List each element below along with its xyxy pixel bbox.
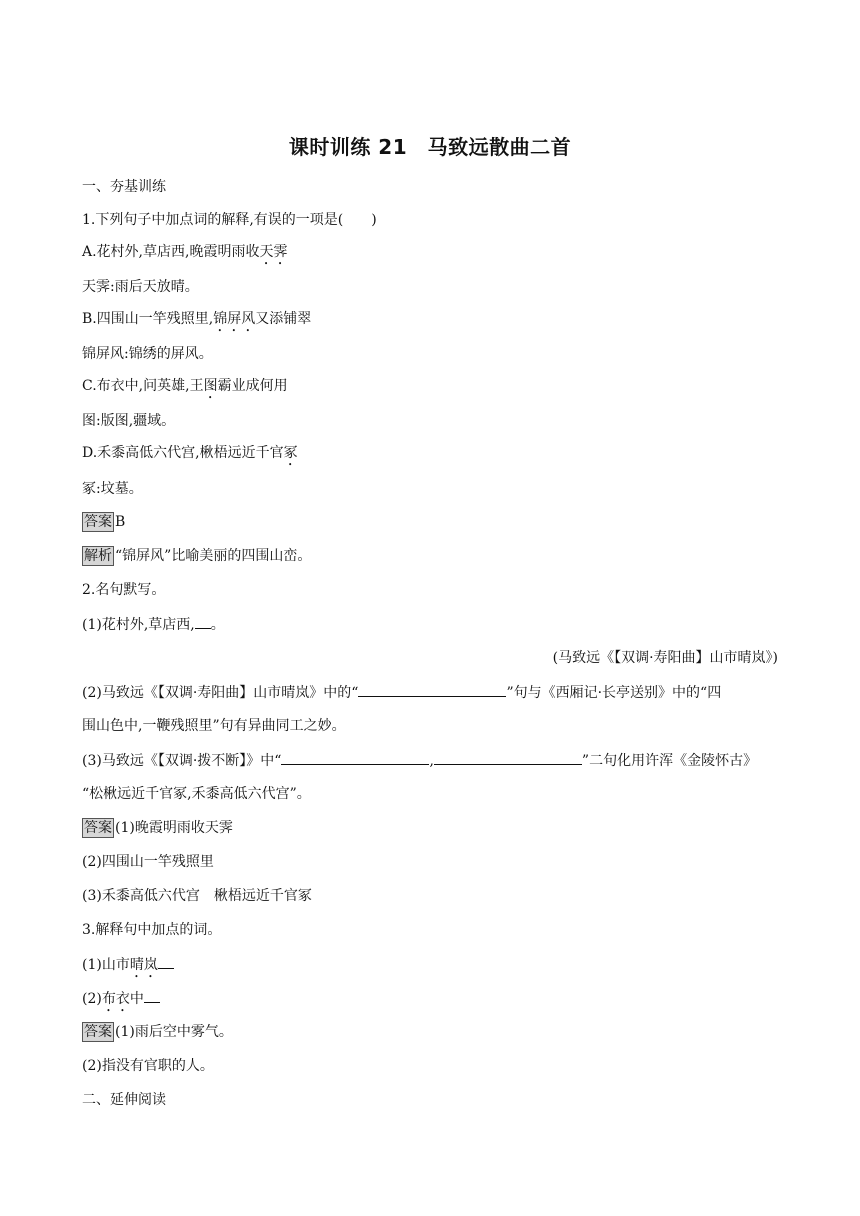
analysis-label-tag: 解析	[84, 548, 112, 564]
q1-analysis	[82, 546, 311, 566]
q1-option-b-text-end: 又添铺翠	[255, 311, 312, 327]
q3-sub-1	[82, 954, 174, 981]
q3-sub-1-blank	[158, 954, 174, 969]
q3-sub-2-blank	[144, 988, 160, 1003]
q1-stem: 1.下列句子中加点词的解释,有误的一项是( )	[82, 212, 377, 228]
q2-sub-2-continued: 围山色中,一鞭残照里”句有异曲同工之妙。	[82, 718, 346, 734]
q1-option-d-text: D.禾黍高低六代宫,楸梧远近千官	[82, 445, 284, 461]
q1-option-a	[82, 242, 287, 268]
q2-sub-1-blank	[195, 614, 211, 629]
q1-option-c	[82, 376, 288, 402]
q2-sub-1-text: (1)花村外,草店西,	[82, 617, 195, 633]
q2-sub-3	[82, 750, 757, 771]
answer-label-tag: 答案	[84, 820, 112, 836]
q2-sub-3-continued: “松楸远近千官冢,禾黍高低六代宫”。	[82, 786, 311, 802]
q1-option-c-explanation: 图:版图,疆域。	[82, 413, 176, 429]
q1-option-b	[82, 309, 311, 335]
q3-sub-2-dotted: 布衣	[101, 991, 130, 1007]
q1-option-b-explanation: 锦屏风:锦绣的屏风。	[82, 346, 213, 362]
q1-option-b-dotted: 锦屏风	[213, 311, 256, 327]
answer-label-tag: 答案	[84, 1024, 112, 1040]
q2-sub-2	[82, 682, 721, 703]
q2-sub-2-text: (2)马致远《【双调·寿阳曲】山市晴岚》中的“	[82, 685, 359, 701]
q1-option-c-text-end: 霸业成何用	[217, 378, 288, 394]
answer-label-tag: 答案	[84, 514, 112, 530]
q3-sub-2-text-end: 中	[129, 991, 144, 1007]
q2-answer	[82, 818, 233, 838]
q3-answer	[82, 1022, 233, 1042]
q3-sub-1-text: (1)山市	[82, 957, 130, 973]
q1-answer-value: B	[115, 514, 126, 530]
q3-stem: 3.解释句中加点的词。	[82, 922, 222, 938]
q2-sub-3-text-end: ”二句化用许浑《金陵怀古》	[581, 753, 758, 769]
section-heading-2: 二、延伸阅读	[82, 1092, 166, 1108]
q1-option-c-dotted: 图	[203, 378, 218, 394]
section-heading-1: 一、夯基训练	[82, 179, 166, 195]
q3-answer-1: (1)雨后空中雾气。	[115, 1024, 233, 1040]
q1-option-d-dotted: 冢	[283, 445, 298, 461]
q2-sub-3-blank-2	[434, 750, 582, 765]
q2-sub-1	[82, 614, 225, 635]
q1-answer	[82, 512, 125, 532]
q1-option-c-text: C.布衣中,问英雄,王	[82, 378, 204, 394]
q1-option-d	[82, 443, 298, 469]
q1-option-b-text: B.四围山一竿残照里,	[82, 311, 214, 327]
q3-sub-2-text: (2)	[82, 991, 102, 1007]
q2-sub-3-text: (3)马致远《【双调·拨不断】》中“	[82, 753, 282, 769]
q2-sub-2-blank	[358, 682, 506, 697]
page-title: 课时训练 21 马致远散曲二首	[288, 135, 572, 159]
q2-sub-3-comma: ,	[429, 753, 434, 769]
q3-sub-1-dotted: 晴岚	[129, 957, 158, 973]
q1-option-a-text: A.花村外,草店西,晚霞明雨收	[82, 244, 260, 260]
q1-option-a-dotted: 天霁	[259, 244, 288, 260]
q2-source-note: (马致远《【双调·寿阳曲】山市晴岚》)	[552, 650, 778, 666]
q1-option-d-explanation: 冢:坟墓。	[82, 481, 143, 497]
q3-sub-2	[82, 988, 160, 1015]
q3-answer-2: (2)指没有官职的人。	[82, 1058, 214, 1074]
q2-sub-3-blank-1	[281, 750, 429, 765]
q2-sub-2-text-end: ”句与《西厢记·长亭送别》中的“四	[506, 685, 722, 701]
q2-sub-1-end: 。	[210, 617, 225, 633]
q2-answer-3: (3)禾黍高低六代宫 楸梧远近千官冢	[82, 888, 312, 904]
q1-analysis-text: “锦屏风”比喻美丽的四围山峦。	[115, 548, 312, 564]
q1-option-a-explanation: 天霁:雨后天放晴。	[82, 279, 199, 295]
q2-stem: 2.名句默写。	[82, 582, 166, 598]
q2-answer-1: (1)晚霞明雨收天霁	[115, 820, 233, 836]
q2-answer-2: (2)四围山一竿残照里	[82, 854, 214, 870]
